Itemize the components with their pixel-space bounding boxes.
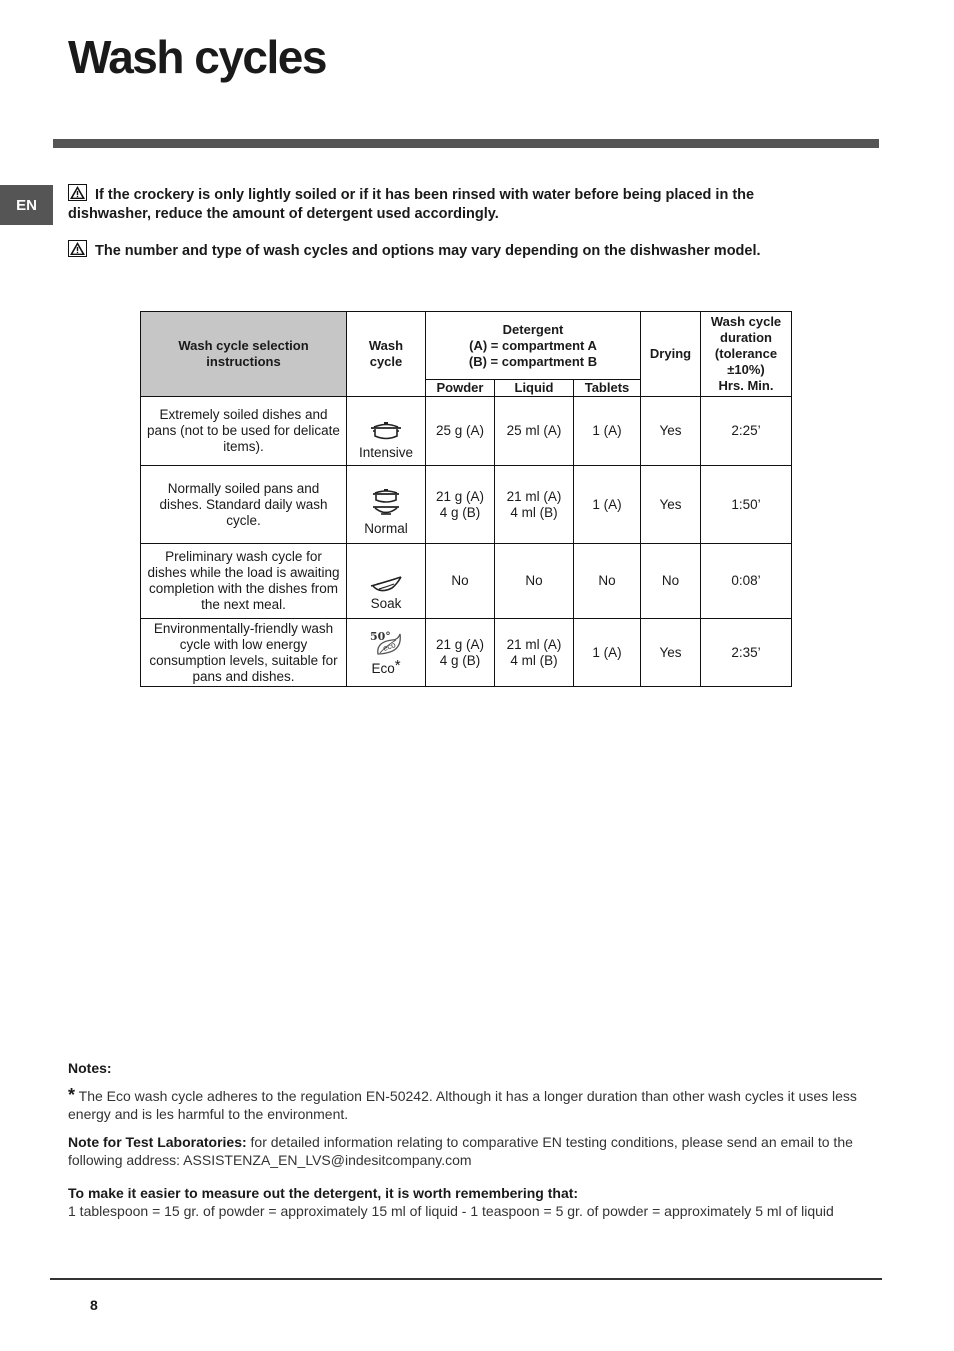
row-tablets: 1 (A) (574, 466, 641, 544)
row-drying: Yes (641, 619, 701, 687)
page-title: Wash cycles (68, 31, 326, 83)
row-powder-value: 4 g (B) (439, 504, 481, 520)
header-drying: Drying (641, 312, 701, 397)
table-row (141, 397, 792, 466)
row-tablets: No (574, 544, 641, 619)
lab-note (68, 1133, 868, 1170)
header-duration-line: ±10%) (727, 362, 765, 377)
table-row (141, 619, 792, 687)
row-duration: 1:50’ (701, 466, 792, 544)
header-rule (53, 139, 879, 148)
measure-tip-heading: To make it easier to measure out the detergent, it is worth remembering that: (68, 1184, 579, 1201)
row-duration: 2:25’ (701, 397, 792, 466)
warning-note-1 (68, 184, 838, 224)
header-tablets: Tablets (574, 380, 641, 397)
wash-cycles-table (140, 311, 792, 687)
row-cycle-label-text: Eco (371, 661, 395, 676)
eco-word-text: eco (381, 640, 397, 653)
row-powder-value: 21 g (A) (435, 636, 485, 652)
warning-text-2: The number and type of wash cycles and options may vary depending on the dishwasher model. (95, 243, 761, 259)
row-drying: No (641, 544, 701, 619)
eco-asterisk: * (394, 657, 401, 674)
row-powder-value: 21 g (A) (435, 488, 485, 504)
soak-icon (368, 572, 404, 596)
row-liquid (495, 397, 574, 466)
row-tablets: 1 (A) (574, 619, 641, 687)
table-row (141, 466, 792, 544)
normal-pot-dish-icon (368, 487, 404, 521)
header-instructions: Wash cycle selection instructions (141, 312, 347, 397)
row-duration: 0:08’ (701, 544, 792, 619)
row-powder (426, 544, 495, 619)
eco-note (68, 1086, 868, 1124)
header-detergent-title: Detergent (502, 321, 564, 337)
row-powder-value: 25 g (A) (435, 423, 485, 438)
eco-note-text: The Eco wash cycle adheres to the regulation EN-50242. Although it has a longer duration than other wash cycles it uses less energy and is les harmful to the environment. (68, 1087, 857, 1122)
intensive-pot-icon (368, 417, 404, 445)
row-liquid-value: No (525, 573, 543, 588)
warning-text-1: If the crockery is only lightly soiled or if it has been rinsed with water before being placed in the dishwasher, reduce the amount of detergent used accordingly. (68, 187, 755, 222)
notes-heading: Notes: (68, 1060, 112, 1076)
lab-note-text: for detailed information relating to comparative EN testing conditions, please send an email to the following address: ASSISTENZA_EN_LVS@indesitcompany.com (68, 1133, 853, 1168)
footer-rule (50, 1278, 882, 1280)
language-tab: EN (0, 185, 53, 225)
row-instruction: Preliminary wash cycle for dishes while the load is awaiting completion with the dishes from the next meal. (141, 544, 347, 619)
measure-tip (68, 1184, 868, 1221)
warning-icon (68, 184, 87, 201)
header-duration-line: Hrs. Min. (718, 378, 774, 393)
row-drying: Yes (641, 466, 701, 544)
header-duration-line: (tolerance (714, 346, 778, 361)
row-wash-cycle (347, 466, 426, 544)
row-cycle-label: Normal (364, 520, 408, 536)
row-instruction: Environmentally-friendly wash cycle with low energy consumption levels, suitable for pans and dishes. (141, 619, 347, 687)
row-wash-cycle (347, 397, 426, 466)
row-liquid-value: 21 ml (A) (506, 636, 562, 652)
measure-tip-text: 1 tablespoon = 15 gr. of powder = approximately 15 ml of liquid - 1 teaspoon = 5 gr. of powder = approximately 5 ml of liquid (68, 1203, 834, 1219)
lab-note-label: Note for Test Laboratories: (68, 1133, 247, 1150)
row-liquid (495, 544, 574, 619)
warning-note-2 (68, 240, 838, 261)
row-cycle-label (347, 658, 425, 677)
row-wash-cycle (347, 544, 426, 619)
row-tablets: 1 (A) (574, 397, 641, 466)
eco-50-icon (368, 628, 404, 658)
warning-icon (68, 240, 87, 257)
row-liquid-value: 4 ml (B) (510, 652, 558, 668)
row-cycle-label: Intensive (358, 445, 414, 460)
header-liquid: Liquid (495, 380, 574, 397)
page-number: 8 (90, 1297, 98, 1313)
row-wash-cycle (347, 619, 426, 687)
row-liquid (495, 619, 574, 687)
header-detergent-a: (A) = compartment A (469, 337, 597, 353)
header-powder: Powder (426, 380, 495, 397)
row-powder-value: No (451, 573, 469, 588)
eco-note-star: * (68, 1084, 76, 1105)
header-detergent (426, 312, 641, 380)
row-powder (426, 466, 495, 544)
header-duration-line: duration (720, 330, 772, 345)
row-powder-value: 4 g (B) (439, 652, 481, 668)
header-duration (701, 312, 792, 397)
row-powder (426, 619, 495, 687)
row-liquid-value: 25 ml (A) (506, 423, 562, 438)
row-liquid-value: 4 ml (B) (510, 504, 558, 520)
table-row (141, 544, 792, 619)
row-duration: 2:35’ (701, 619, 792, 687)
row-liquid-value: 21 ml (A) (506, 488, 562, 504)
row-drying: Yes (641, 397, 701, 466)
header-duration-line: Wash cycle (710, 314, 782, 329)
row-instruction: Extremely soiled dishes and pans (not to be used for delicate items). (141, 397, 347, 466)
row-cycle-label: Soak (370, 596, 402, 611)
header-wash-cycle-text: Wash cycle (368, 338, 404, 369)
row-instruction: Normally soiled pans and dishes. Standard daily wash cycle. (141, 466, 347, 544)
notes-section (68, 1059, 868, 1230)
header-detergent-b: (B) = compartment B (468, 353, 598, 369)
eco-temp-text: 50° (370, 630, 391, 643)
row-liquid (495, 466, 574, 544)
header-wash-cycle (347, 312, 426, 397)
row-powder (426, 397, 495, 466)
